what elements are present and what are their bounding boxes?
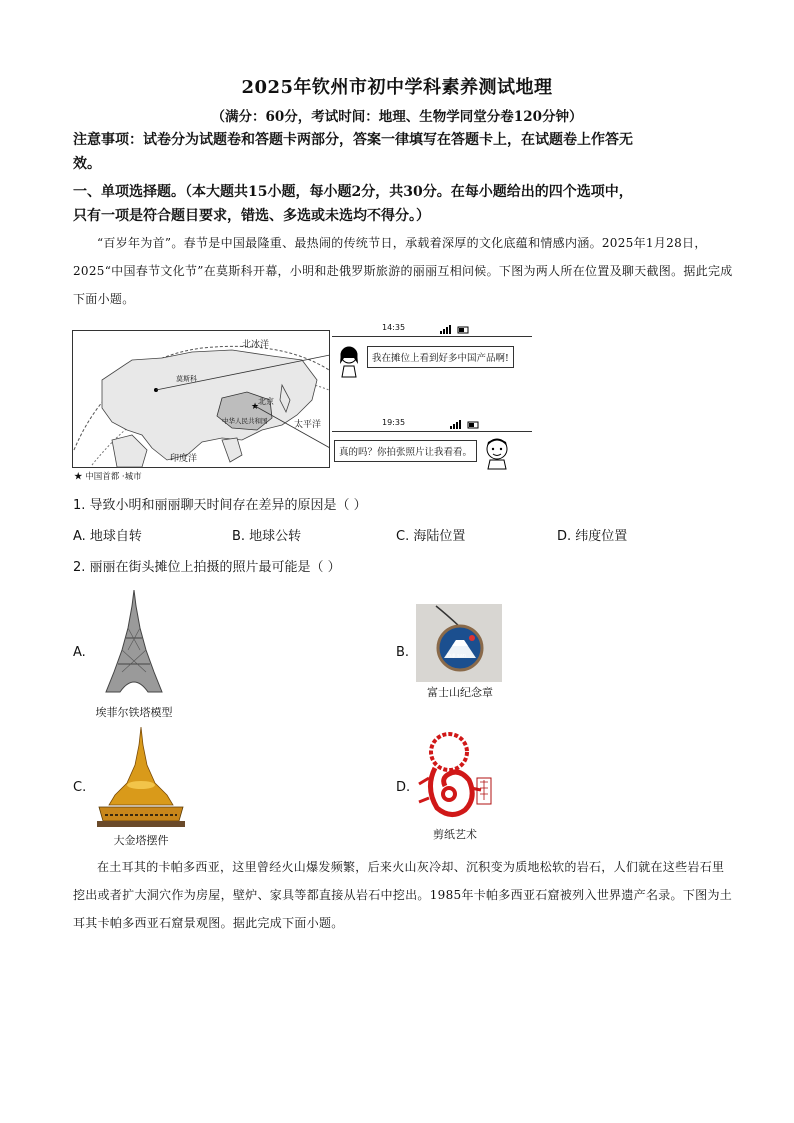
label-china: 中华人民共和国 [222, 417, 268, 425]
q1-option-b[interactable]: B. 地球公转 [232, 529, 302, 544]
notice-line-1: 注意事项：试卷分为试题卷和答题卡两部分，答案一律填写在答题卡上，在试题卷上作答无 [73, 132, 633, 148]
q2-option-c-label[interactable]: C. [73, 780, 87, 795]
chat-divider-1 [332, 336, 532, 337]
eiffel-tower-image [104, 588, 164, 694]
q2-option-b-label[interactable]: B. [396, 645, 410, 660]
svg-text:★: ★ [250, 402, 260, 412]
label-arctic-ocean: 北冰洋 [242, 340, 270, 350]
caption-b: 富士山纪念章 [427, 686, 493, 699]
chat-message-1: 我在摊位上看到好多中国产品啊! [367, 346, 514, 368]
question-1-stem: 1. 导致小明和丽丽聊天时间存在差异的原因是（ ） [73, 498, 367, 513]
label-pacific-ocean: 太平洋 [294, 420, 322, 430]
chat-time-1: 14:35 [382, 323, 406, 332]
boy-avatar-icon [482, 436, 512, 470]
section-heading-1: 一、单项选择题。（本大题共15小题，每小题2分，共30分。在每小题给出的四个选项中， [73, 184, 633, 200]
q2-option-a-label[interactable]: A. [73, 645, 86, 660]
label-moscow: 莫斯科 [176, 375, 197, 383]
signal-battery-icon-2 [450, 420, 480, 430]
q2-option-d-label[interactable]: D. [396, 780, 411, 795]
map-svg [72, 330, 330, 468]
caption-a: 埃菲尔铁塔模型 [95, 706, 173, 719]
page-title: 2025年钦州市初中学科素养测试地理 [241, 77, 553, 98]
q1-option-a[interactable]: A. 地球自转 [73, 529, 142, 544]
q1-option-c[interactable]: C. 海陆位置 [396, 529, 466, 544]
chat-message-2: 真的吗？你拍张照片让我看看。 [334, 440, 477, 462]
caption-c: 大金塔摆件 [113, 834, 169, 847]
fuji-badge-image [416, 604, 502, 682]
golden-pagoda-image [95, 725, 187, 830]
notice-line-2: 效。 [73, 156, 101, 172]
badge-text: Fuji san [447, 653, 466, 659]
girl-avatar-icon [336, 344, 362, 378]
passage-1: “百岁年为首”。春节是中国最隆重、最热闹的传统节日，承载着深厚的文化底蕴和情感内涵。2025年1月28日，2025“中国春节文化节”在莫斯科开幕，小明和赴俄罗斯旅游的丽丽互相问候。下图为两人所在位置及聊天截图。据此完成下面小题。 [73, 236, 733, 306]
chat-screenshot [332, 320, 532, 470]
fuji-badge-svg [416, 604, 502, 682]
section-heading-2: 只有一项是符合题目要求，错选、多选或未选均不得分。） [73, 208, 430, 224]
paper-cut-image [415, 728, 495, 822]
chat-divider-2 [332, 431, 532, 432]
world-map [72, 330, 330, 468]
exam-info: （满分：60分，考试时间：地理、生物学同堂分卷120分钟） [211, 109, 583, 125]
q1-option-d[interactable]: D. 纬度位置 [557, 529, 628, 544]
passage-2: 在土耳其的卡帕多西亚，这里曾经火山爆发频繁，后来火山灰冷却、沉积变为质地松软的岩石，人们就在这些岩石里挖出或者扩大洞穴作为房屋，壁炉、家具等都直接从岩石中挖出。1985年卡帕多西亚石窟被列入世界遗产名录。下图为土耳其卡帕多西亚石窟景观图。据此完成下面小题。 [73, 860, 733, 930]
map-legend: ★ 中国首都 ·城市 [74, 472, 142, 482]
question-2-stem: 2. 丽丽在街头摊位上拍摄的照片最可能是（ ） [73, 560, 341, 575]
label-beijing: 北京 [258, 397, 274, 406]
caption-d: 剪纸艺术 [433, 828, 477, 841]
chat-time-2: 19:35 [382, 418, 406, 427]
label-indian-ocean: 印度洋 [170, 454, 198, 464]
signal-battery-icon [440, 325, 470, 335]
